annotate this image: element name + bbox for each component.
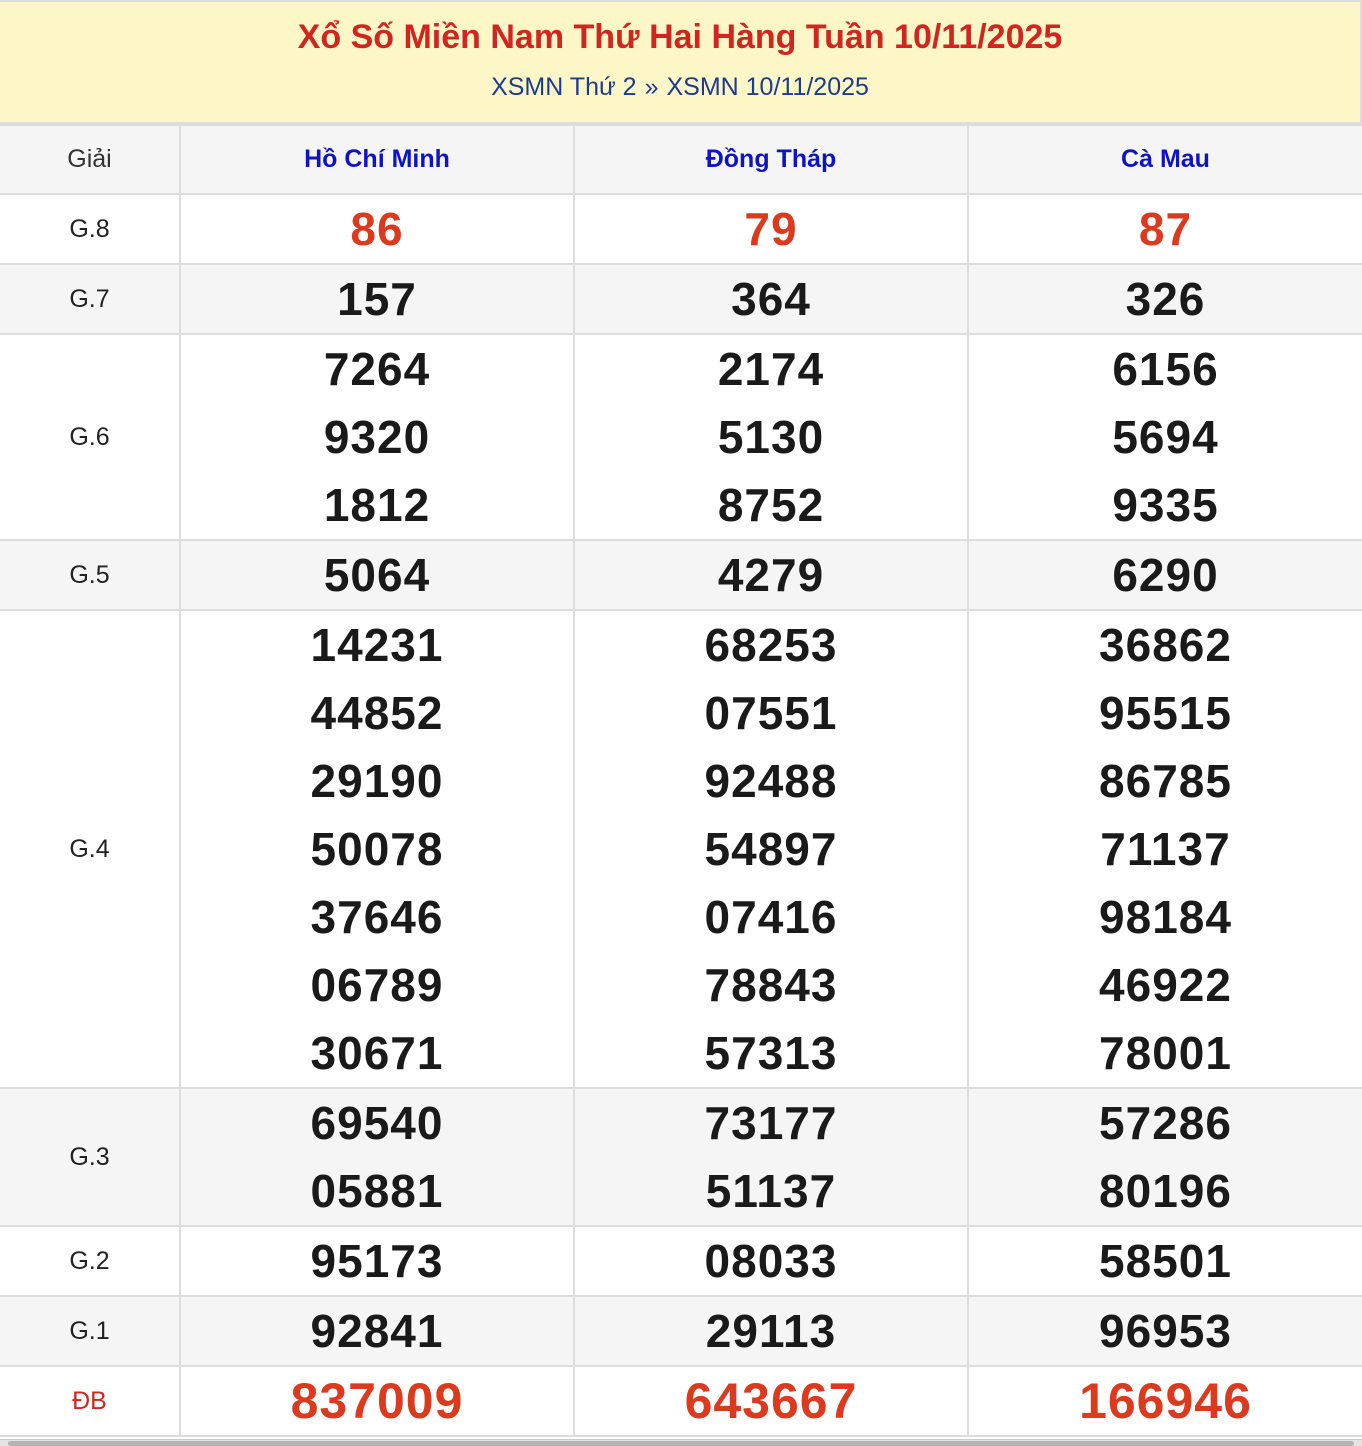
prize-cell-ho-chi-minh: [180, 264, 574, 334]
prize-row: [0, 334, 1362, 540]
prize-number: 92488: [704, 755, 838, 807]
breadcrumb-link-xsmn-date[interactable]: XSMN 10/11/2025: [666, 73, 869, 101]
results-table: [0, 124, 1362, 1437]
prize-number: 1812: [323, 479, 431, 531]
prize-cell-ca-mau: [968, 1088, 1362, 1226]
prize-number: 51137: [705, 1165, 837, 1217]
prize-row: [0, 1366, 1362, 1436]
prize-label: G.3: [0, 1088, 180, 1226]
prize-row: [0, 1088, 1362, 1226]
prize-cell-ho-chi-minh: [180, 1366, 574, 1436]
prize-number: 78843: [704, 959, 838, 1011]
prize-row: [0, 264, 1362, 334]
prize-number: 46922: [1099, 959, 1232, 1011]
prize-cell-ho-chi-minh: [180, 194, 574, 264]
prize-number: 7264: [323, 343, 431, 395]
prize-cell-dong-thap: [574, 194, 968, 264]
prize-number: 05881: [310, 1165, 444, 1217]
prize-label: G.7: [0, 264, 180, 334]
prize-number: 37646: [310, 891, 444, 943]
prize-cell-dong-thap: [574, 1296, 968, 1366]
prize-number: 06789: [310, 959, 444, 1011]
prize-number: 54897: [704, 823, 838, 875]
prize-label: G.5: [0, 540, 180, 610]
prize-cell-ho-chi-minh: [180, 334, 574, 540]
prize-number: 14231: [310, 619, 444, 671]
prize-number: 80196: [1099, 1165, 1232, 1217]
prize-number: 29113: [705, 1305, 837, 1357]
prize-number: 71137: [1100, 823, 1231, 875]
prize-label: G.8: [0, 194, 180, 264]
prize-cell-dong-thap: [574, 334, 968, 540]
prize-label: G.2: [0, 1226, 180, 1296]
prize-row: [0, 1226, 1362, 1296]
prize-number: 5694: [1112, 411, 1219, 463]
prize-number: 08033: [704, 1235, 838, 1287]
prize-number: 36862: [1099, 619, 1232, 671]
prize-row: [0, 610, 1362, 1088]
breadcrumb: [0, 73, 1360, 102]
prize-label: ĐB: [0, 1366, 180, 1436]
prize-number: 2174: [717, 343, 825, 395]
province-header-ca-mau[interactable]: Cà Mau: [968, 125, 1362, 194]
prize-cell-ca-mau: [968, 264, 1362, 334]
prize-number: 87: [1138, 203, 1193, 255]
prize-cell-ho-chi-minh: [180, 1088, 574, 1226]
province-header-ho-chi-minh[interactable]: Hồ Chí Minh: [180, 125, 574, 194]
prize-number: 6156: [1112, 343, 1219, 395]
prize-cell-ca-mau: [968, 610, 1362, 1088]
prize-cell-ca-mau: [968, 1296, 1362, 1366]
prize-number: 44852: [310, 687, 444, 739]
prize-column-header: Giải: [0, 125, 180, 194]
prize-cell-dong-thap: [574, 1226, 968, 1296]
prize-number: 166946: [1079, 1373, 1252, 1429]
results-header: [0, 0, 1362, 124]
prize-number: 98184: [1099, 891, 1232, 943]
prize-label: G.6: [0, 334, 180, 540]
prize-number: 50078: [310, 823, 444, 875]
prize-number: 29190: [310, 755, 444, 807]
prize-number: 96953: [1099, 1305, 1232, 1357]
prize-number: 69540: [310, 1097, 444, 1149]
prize-cell-dong-thap: [574, 264, 968, 334]
prize-row: [0, 194, 1362, 264]
prize-number: 86785: [1099, 755, 1232, 807]
prize-number: 643667: [684, 1373, 858, 1429]
prize-number: 8752: [717, 479, 825, 531]
prize-cell-ca-mau: [968, 194, 1362, 264]
prize-number: 95173: [310, 1235, 444, 1287]
prize-number: 4279: [717, 549, 825, 601]
prize-number: 95515: [1099, 687, 1232, 739]
prize-cell-ca-mau: [968, 334, 1362, 540]
prize-number: 9320: [323, 411, 431, 463]
prize-label: G.1: [0, 1296, 180, 1366]
prize-number: 73177: [704, 1097, 838, 1149]
prize-number: 157: [337, 273, 417, 325]
prize-number: 68253: [704, 619, 838, 671]
prize-number: 07416: [704, 891, 838, 943]
prize-number: 58501: [1099, 1235, 1232, 1287]
prize-cell-ho-chi-minh: [180, 1296, 574, 1366]
scrollbar-thumb[interactable]: [8, 1441, 1354, 1446]
prize-cell-ho-chi-minh: [180, 610, 574, 1088]
prize-cell-ho-chi-minh: [180, 1226, 574, 1296]
prize-number: 92841: [310, 1305, 444, 1357]
prize-cell-ca-mau: [968, 1226, 1362, 1296]
prize-number: 78001: [1099, 1027, 1232, 1079]
prize-label: G.4: [0, 610, 180, 1088]
prize-row: [0, 1296, 1362, 1366]
prize-cell-dong-thap: [574, 610, 968, 1088]
prize-cell-ca-mau: [968, 1366, 1362, 1436]
prize-number: 5130: [717, 411, 825, 463]
prize-number: 79: [744, 203, 798, 255]
prize-rows: [0, 194, 1362, 1436]
prize-cell-ca-mau: [968, 540, 1362, 610]
prize-number: 9335: [1112, 479, 1219, 531]
breadcrumb-separator: »: [644, 73, 659, 101]
prize-number: 57286: [1099, 1097, 1232, 1149]
table-header-row: [0, 125, 1362, 194]
prize-number: 326: [1125, 273, 1206, 325]
prize-number: 5064: [323, 549, 431, 601]
prize-number: 86: [350, 203, 404, 255]
prize-row: [0, 540, 1362, 610]
horizontal-scrollbar[interactable]: [0, 1439, 1362, 1446]
prize-cell-dong-thap: [574, 1088, 968, 1226]
prize-number: 30671: [310, 1027, 444, 1079]
province-header-dong-thap[interactable]: Đồng Tháp: [574, 125, 968, 194]
breadcrumb-link-xsmn-thu-2[interactable]: XSMN Thứ 2: [491, 73, 637, 101]
prize-number: 364: [731, 273, 811, 325]
prize-number: 837009: [290, 1373, 464, 1429]
prize-cell-dong-thap: [574, 1366, 968, 1436]
prize-cell-ho-chi-minh: [180, 540, 574, 610]
prize-number: 6290: [1112, 549, 1219, 601]
prize-number: 57313: [704, 1027, 838, 1079]
prize-number: 07551: [704, 687, 838, 739]
prize-cell-dong-thap: [574, 540, 968, 610]
page-title: Xổ Số Miền Nam Thứ Hai Hàng Tuần 10/11/2025: [297, 18, 1063, 56]
